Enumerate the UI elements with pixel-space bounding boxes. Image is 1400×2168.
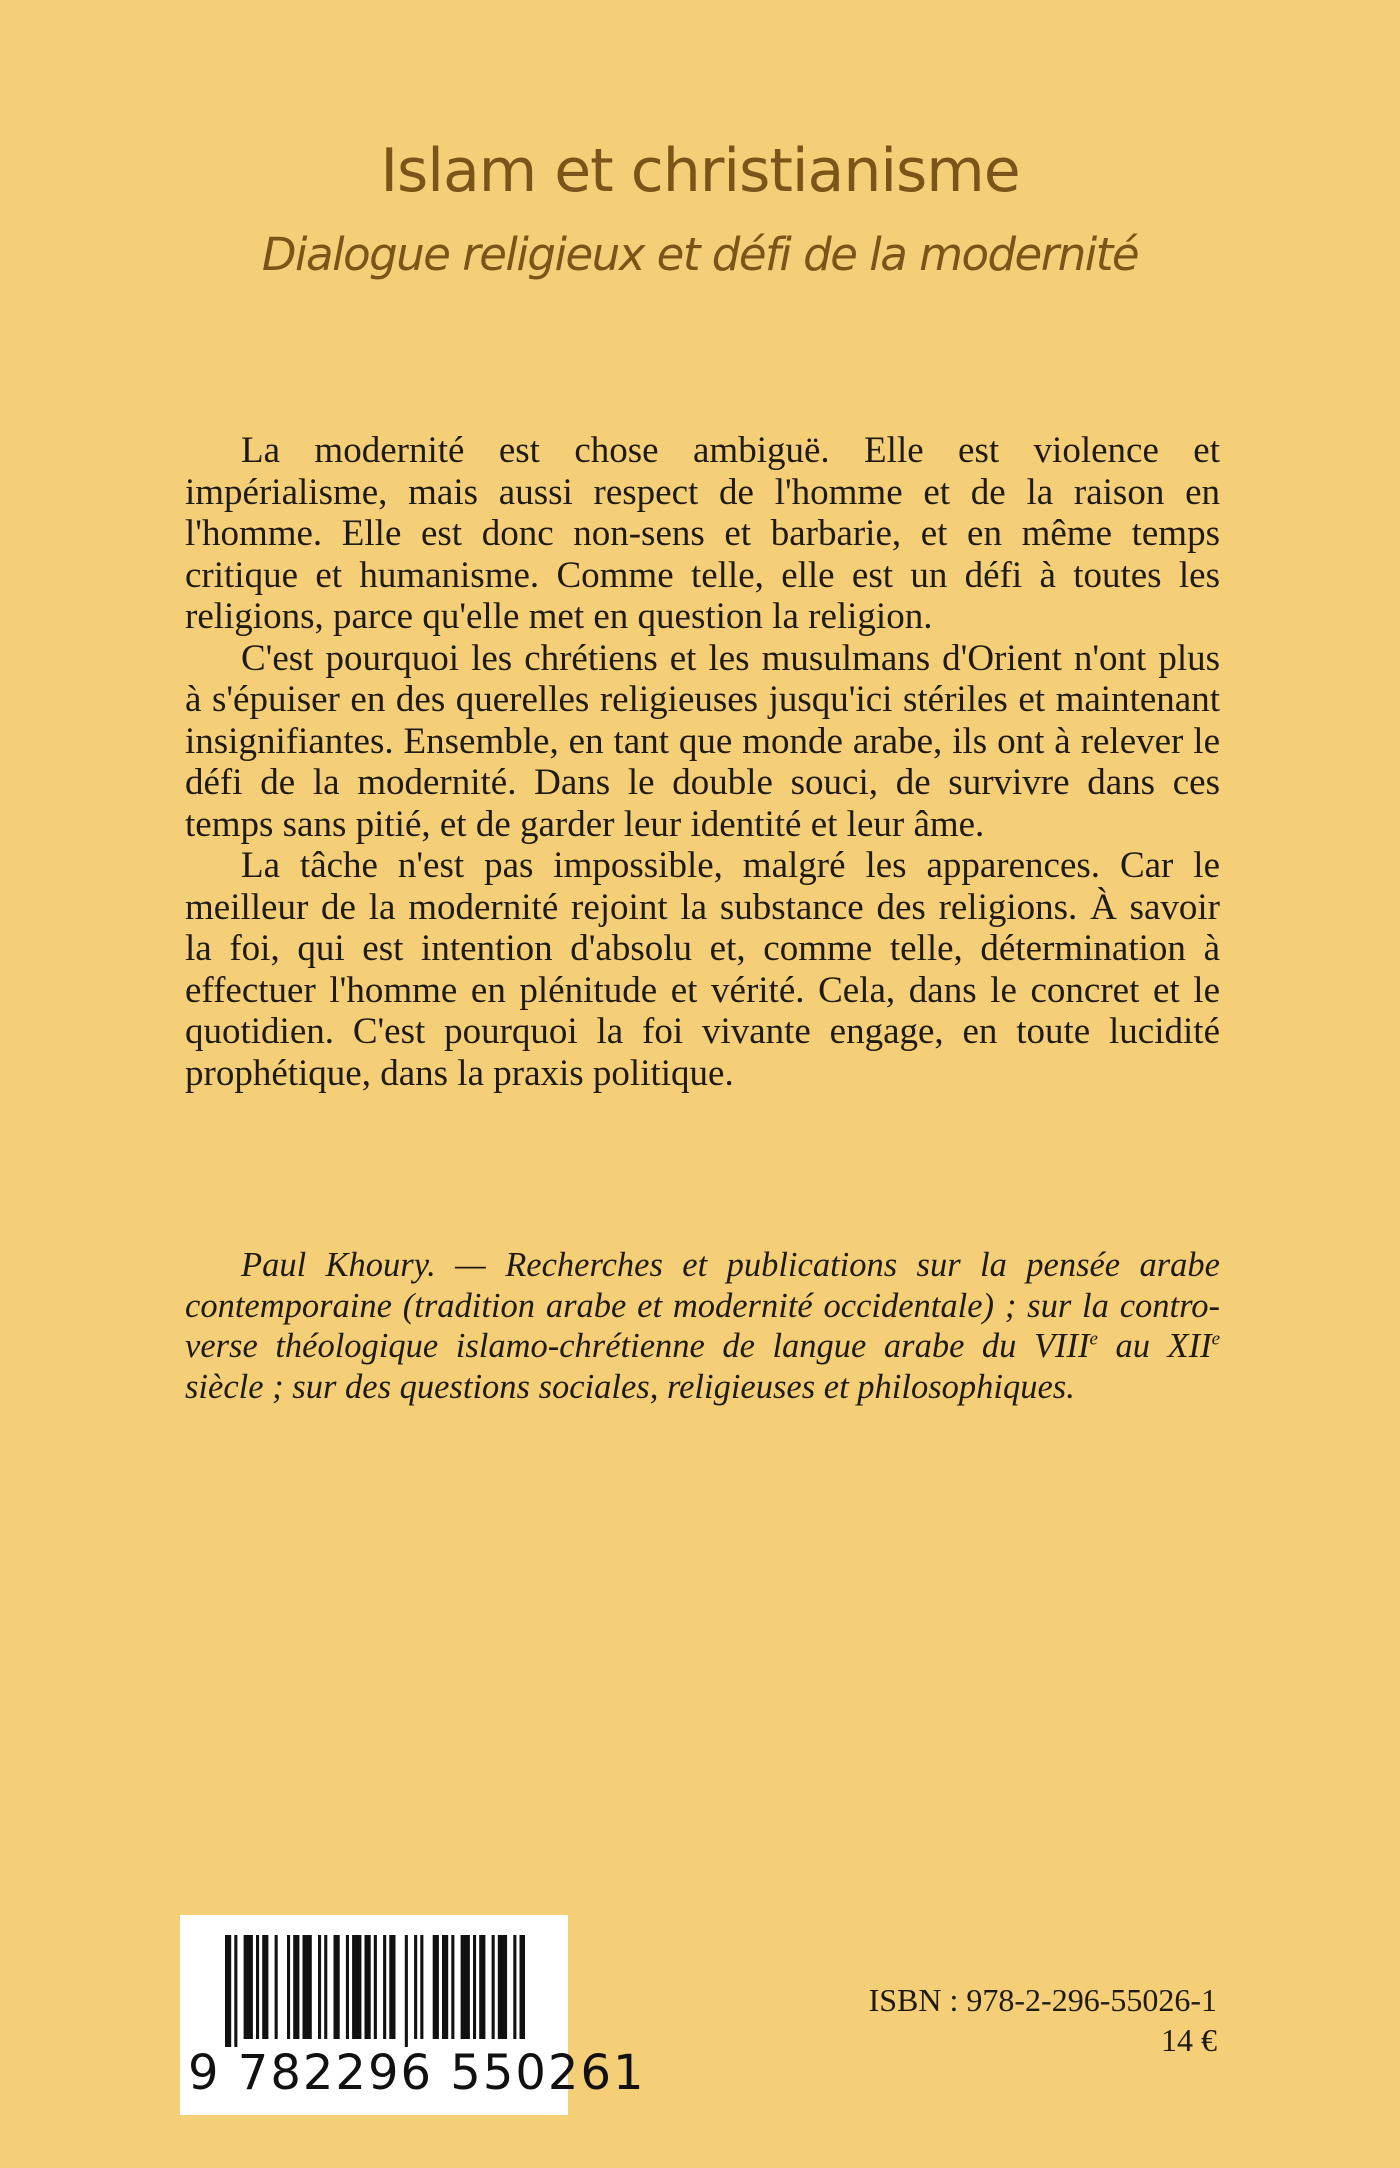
blurb-paragraph: La tâche n'est pas impossible, malgré les apparences. Car le meilleur de la modernité rejoint la substance des religions. À savoir la foi, qui est intention d'absolu et, comme telle, détermination à effectuer l'homme en plénitude et vérité. Cela, dans le concret et le quotidien. C'est pourquoi la foi vivante engage, en toute lucidité prophétique, dans la praxis politique. — [185, 845, 1220, 1094]
barcode-bar — [405, 1935, 408, 2047]
barcode-bar — [225, 1935, 231, 2047]
barcode-bar — [318, 1935, 321, 2039]
author-bio-text: siècle ; sur des questions sociales, religieuses et philosophiques. — [185, 1367, 1075, 1406]
barcode-bar — [365, 1935, 371, 2039]
barcode-bar — [492, 1935, 495, 2039]
barcode-bar — [374, 1935, 377, 2039]
barcode-bar — [262, 1935, 268, 2039]
barcode-bar — [234, 1935, 237, 2047]
barcode-bar — [346, 1935, 349, 2039]
barcode-bar — [442, 1935, 448, 2039]
book-title: Islam et christianisme — [380, 136, 1020, 206]
superscript: e — [1211, 1328, 1220, 1350]
barcode-bar — [414, 1935, 417, 2039]
barcode-bar — [334, 1935, 340, 2039]
barcode-bars — [225, 1935, 525, 2047]
blurb — [185, 430, 1220, 1094]
barcode-bar — [520, 1935, 526, 2039]
book-subtitle: Dialogue religieux et défi de la modernité — [261, 228, 1139, 281]
barcode-bar — [256, 1935, 259, 2039]
barcode-bar — [433, 1935, 439, 2039]
barcode-bar — [383, 1935, 386, 2039]
barcode-bar — [498, 1935, 507, 2039]
barcode-bar — [461, 1935, 470, 2039]
barcode-bar — [451, 1935, 454, 2039]
barcode-bar — [389, 1935, 395, 2039]
superscript: e — [1089, 1328, 1098, 1350]
blurb-paragraph: La modernité est chose ambiguë. Elle est violence et impérialisme, mais aussi respect de l'homme et de la raison en l'homme. Elle est donc non-sens et barbarie, et en même temps critique et humanisme. Comme telle, elle est un défi à toutes les religions, parce qu'elle met en question la religion. — [185, 430, 1220, 637]
barcode-bar — [275, 1935, 278, 2039]
barcode-bar — [352, 1935, 361, 2039]
author-bio-text: au XII — [1097, 1327, 1212, 1365]
barcode-bar — [479, 1935, 485, 2039]
barcode-bar — [244, 1935, 253, 2039]
barcode-bar — [473, 1935, 476, 2039]
author-bio — [185, 1245, 1220, 1407]
barcode — [180, 1915, 646, 2115]
barcode-bar — [513, 1935, 516, 2039]
barcode-bar — [293, 1935, 299, 2039]
blurb-paragraph: C'est pourquoi les chrétiens et les musulmans d'Orient n'ont plus à s'épuiser en des querelles religieuses jusqu'ici stériles et maintenant insignifiantes. Ensemble, en tant que monde arabe, ils ont à relever le défi de la modernité. Dans le double souci, de survivre dans ces temps sans pitié, et de garder leur identité et leur âme. — [185, 637, 1220, 845]
author-bio-text: Paul Khoury. — Recherches et publications sur la pensée arabe contemporaine (tradition arabe et modernité occidentale) ; sur la controverse théologique islamo-chrétienne de langue arabe du VIII — [185, 1246, 1220, 1365]
barcode-digits: 9 782296 550261 — [188, 2045, 646, 2101]
barcode-bar — [287, 1935, 290, 2039]
barcode-bar — [420, 1935, 423, 2039]
price: 14 € — [1161, 2022, 1217, 2058]
barcode-bar — [324, 1935, 327, 2039]
barcode-bar — [303, 1935, 312, 2039]
isbn: ISBN : 978-2-296-55026-1 — [868, 1982, 1217, 2018]
